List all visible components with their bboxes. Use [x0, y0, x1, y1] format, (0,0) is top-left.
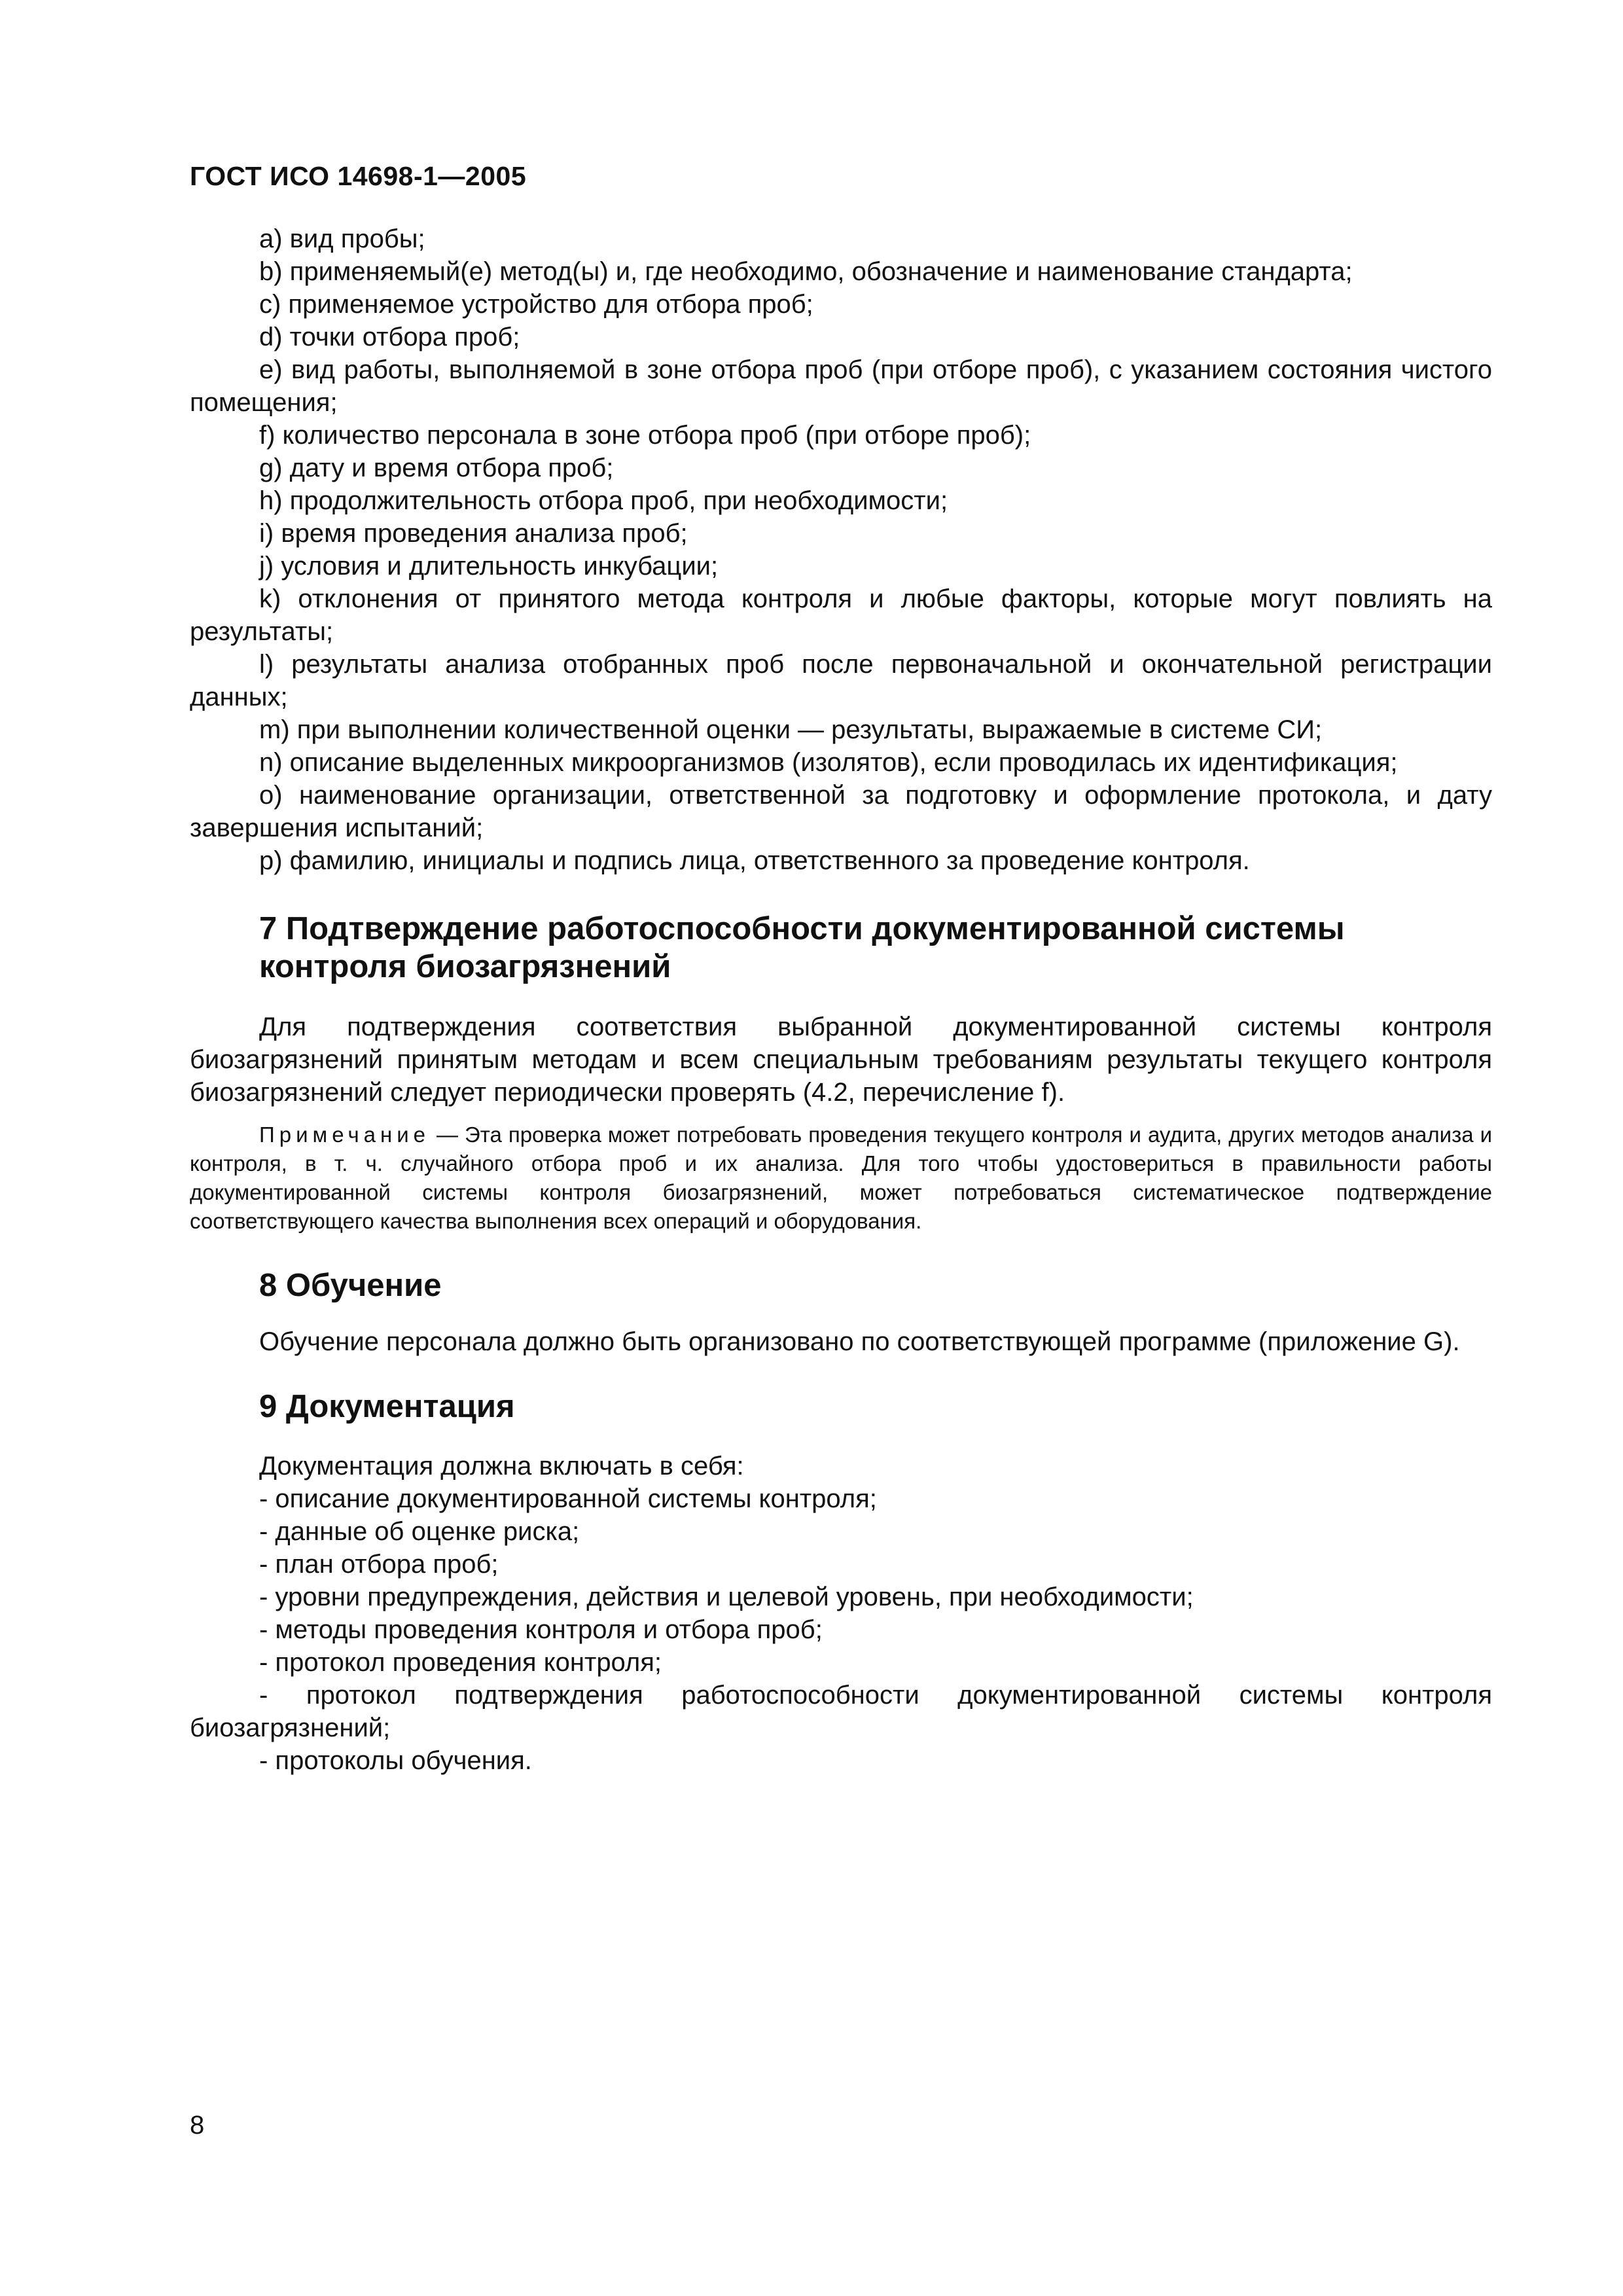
- list-item: b) применяемый(е) метод(ы) и, где необходимо, обозначение и наименование стандарта;: [259, 257, 1353, 286]
- list-item: o) наименование организации, ответственной за подготовку и оформление протокола, и дату завершения испытаний;: [190, 781, 1492, 842]
- list-item: k) отклонения от принятого метода контроля и любые факторы, которые могут повлиять на результаты;: [190, 584, 1492, 646]
- list-item: - протокол подтверждения работоспособности документированной системы контроля биозагрязнений;: [190, 1681, 1492, 1742]
- section-7-title-line-2: контроля биозагрязнений: [259, 949, 671, 984]
- list-item: - план отбора проб;: [259, 1550, 499, 1579]
- list-item: - данные об оценке риска;: [259, 1517, 580, 1546]
- note-label: Примечание: [259, 1122, 431, 1147]
- list-item: e) вид работы, выполняемой в зоне отбора проб (при отборе проб), с указанием состояния чистого помещения;: [190, 355, 1492, 417]
- list-item: - протоколы обучения.: [259, 1746, 532, 1775]
- list-item: h) продолжительность отбора проб, при необходимости;: [259, 486, 948, 515]
- section-8-body: Обучение персонала должно быть организовано по соответствующей программе (приложение G).: [259, 1327, 1460, 1356]
- list-item: c) применяемое устройство для отбора проб;: [259, 290, 813, 319]
- list-item: n) описание выделенных микроорганизмов (изолятов), если проводилась их идентификация;: [259, 748, 1398, 777]
- list-item: d) точки отбора проб;: [259, 323, 520, 351]
- list-item: m) при выполнении количественной оценки — результаты, выражаемые в системе СИ;: [259, 715, 1323, 744]
- section-8-title: 8 Обучение: [259, 1268, 442, 1303]
- section-7-note: [190, 1121, 1492, 1236]
- list-item: - протокол проведения контроля;: [259, 1648, 662, 1677]
- list-item: - уровни предупреждения, действия и целевой уровень, при необходимости;: [259, 1583, 1194, 1611]
- list-item: f) количество персонала в зоне отбора проб (при отборе проб);: [259, 421, 1031, 450]
- list-item: l) результаты анализа отобранных проб после первоначальной и окончательной регистрации данных;: [190, 650, 1492, 711]
- section-7-title-line-1: 7 Подтверждение работоспособности документированной системы: [259, 911, 1345, 946]
- section-9-intro: Документация должна включать в себя:: [259, 1452, 744, 1480]
- list-item: - методы проведения контроля и отбора проб;: [259, 1615, 823, 1644]
- list-item: g) дату и время отбора проб;: [259, 454, 614, 482]
- list-item: a) вид пробы;: [259, 224, 425, 253]
- list-item: i) время проведения анализа проб;: [259, 519, 688, 548]
- document-header: ГОСТ ИСО 14698-1—2005: [190, 161, 527, 191]
- note-text: — Эта проверка может потребовать проведения текущего контроля и аудита, других методов анализа и контроля, в т. ч. случайного отбора проб и их анализа. Для того чтобы удостовериться в правильности работы документированной системы контроля биозагрязнений, может потребоваться систематическое подтверждение соответствующего качества выполнения всех операций и оборудования.: [190, 1122, 1492, 1233]
- section-9-title: 9 Документация: [259, 1389, 515, 1424]
- page-number: 8: [190, 2111, 205, 2140]
- list-item: - описание документированной системы контроля;: [259, 1484, 877, 1513]
- list-item: p) фамилию, инициалы и подпись лица, ответственного за проведение контроля.: [259, 846, 1250, 875]
- section-7-body: Для подтверждения соответствия выбранной документированной системы контроля биозагрязнений принятым методам и всем специальным требованиям результаты текущего контроля биозагрязнений следует периодически проверять (4.2, перечисление f).: [190, 1013, 1492, 1107]
- list-item: j) условия и длительность инкубации;: [259, 552, 719, 581]
